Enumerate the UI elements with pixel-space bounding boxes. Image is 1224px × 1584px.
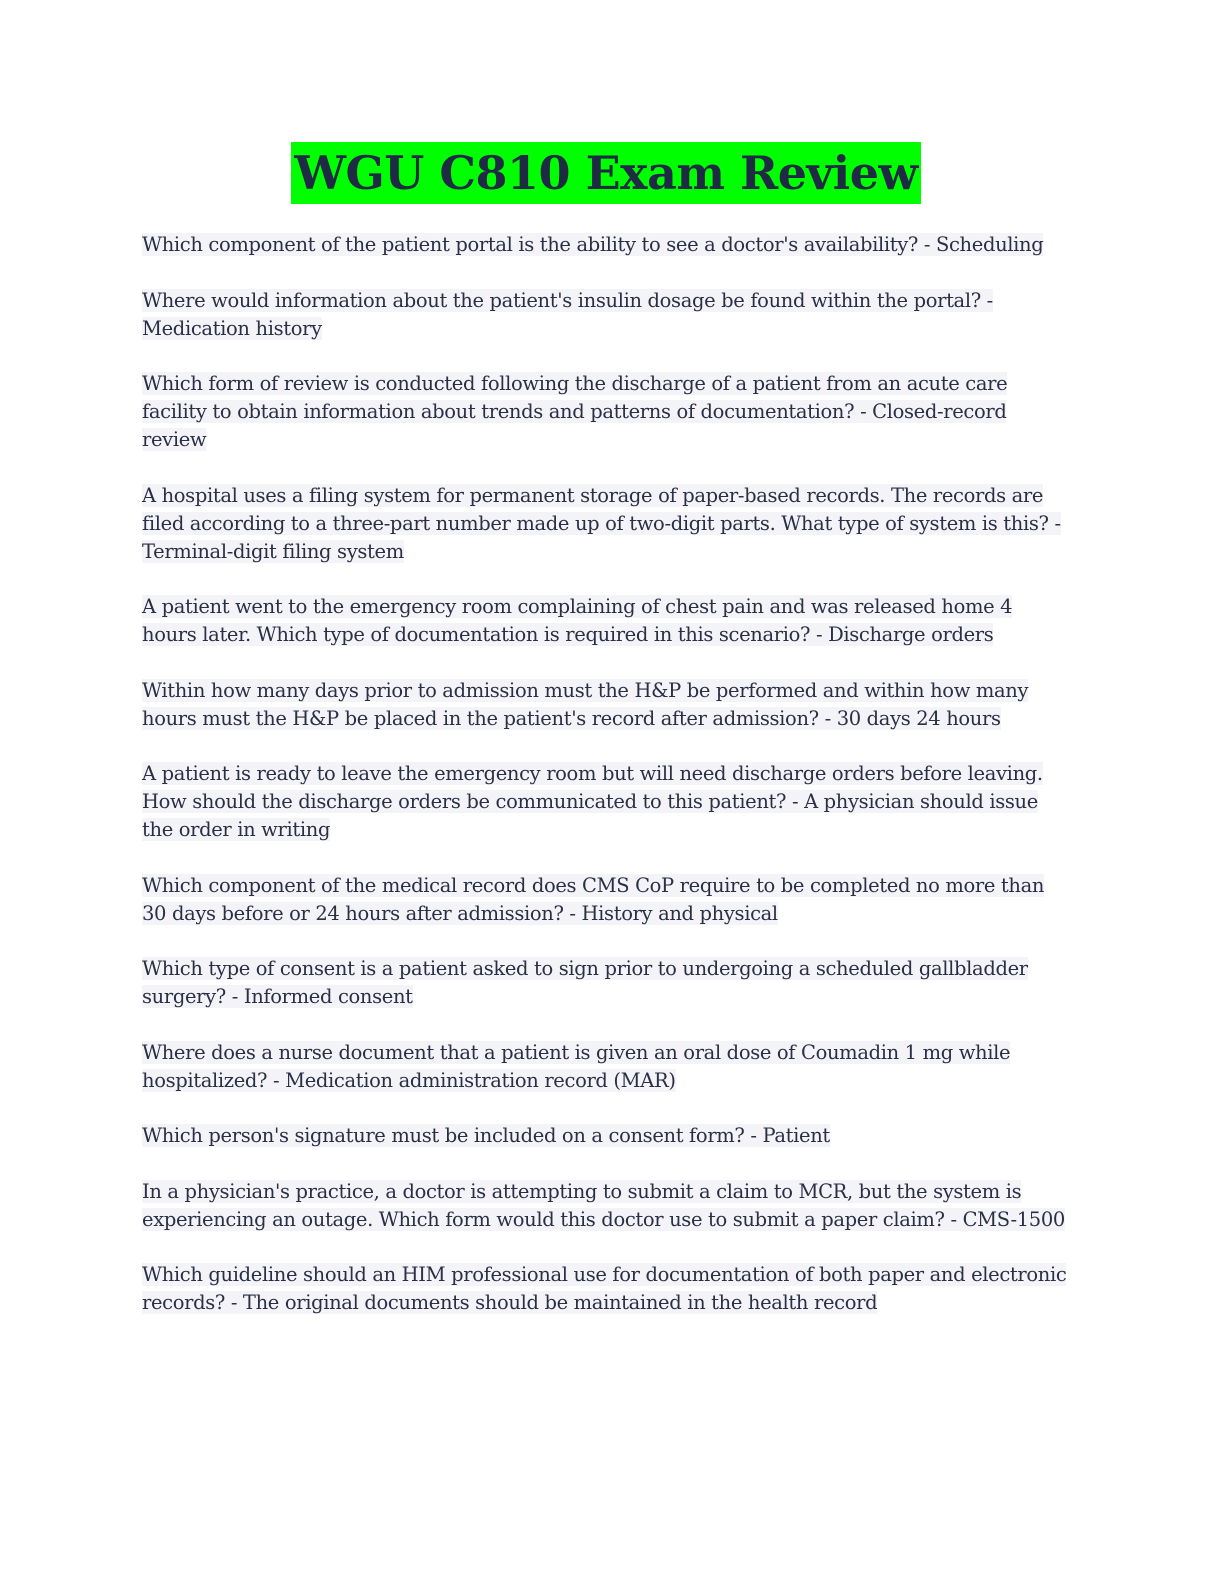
qa-item [142,760,1072,844]
qa-text: Where does a nurse document that a patient is given an oral dose of Coumadin 1 mg while hospitalized? - Medication administration record (MAR) [142,1040,1011,1092]
qa-item [142,1122,1072,1150]
qa-item [142,677,1072,733]
qa-item [142,370,1072,454]
qa-text: Which guideline should an HIM professional use for documentation of both paper and electronic records? - The original documents should be maintained in the health record [142,1263,1067,1314]
qa-text: Where would information about the patient's insulin dosage be found within the portal? - Medication history [142,288,993,340]
qa-text: A hospital uses a filing system for permanent storage of paper-based records. The records are filed according to a three-part number made up of two-digit parts. What type of system is this? - Terminal-digit filing system [142,483,1061,563]
qa-item [142,231,1072,259]
qa-text: In a physician's practice, a doctor is attempting to submit a claim to MCR, but the system is experiencing an outage. Which form would this doctor use to submit a paper claim? - CMS-1500 [142,1179,1065,1231]
qa-text: Which type of consent is a patient asked to sign prior to undergoing a scheduled gallbladder surgery? - Informed consent [142,957,1028,1008]
qa-item [142,1039,1072,1095]
qa-item [142,593,1072,649]
qa-item [142,872,1072,928]
qa-text: A patient went to the emergency room complaining of chest pain and was released home 4 hours later. Which type of documentation is required in this scenario? - Discharge orders [142,595,1013,646]
qa-text: A patient is ready to leave the emergency room but will need discharge orders before leaving. How should the discharge orders be communicated to this patient? - A physician should issue the order in writing [142,762,1043,841]
qa-text: Which person's signature must be included on a consent form? - Patient [142,1124,830,1147]
title-container [0,142,1224,204]
qa-item [142,287,1072,343]
qa-item [142,482,1072,566]
qa-text: Within how many days prior to admission must the H&P be performed and within how many hours must the H&P be placed in the patient's record after admission? - 30 days 24 hours [142,678,1029,730]
qa-text: Which form of review is conducted following the discharge of a patient from an acute care facility to obtain information about trends and patterns of documentation? - Closed-record review [142,372,1008,451]
qa-text: Which component of the medical record does CMS CoP require to be completed no more than 30 days before or 24 hours after admission? - History and physical [142,873,1045,925]
document-title: WGU C810 Exam Review [291,142,920,204]
qa-item [142,955,1072,1011]
qa-list [142,231,1072,1345]
qa-text: Which component of the patient portal is the ability to see a doctor's availability? - Scheduling [142,233,1044,256]
qa-item [142,1261,1072,1317]
qa-item [142,1178,1072,1234]
